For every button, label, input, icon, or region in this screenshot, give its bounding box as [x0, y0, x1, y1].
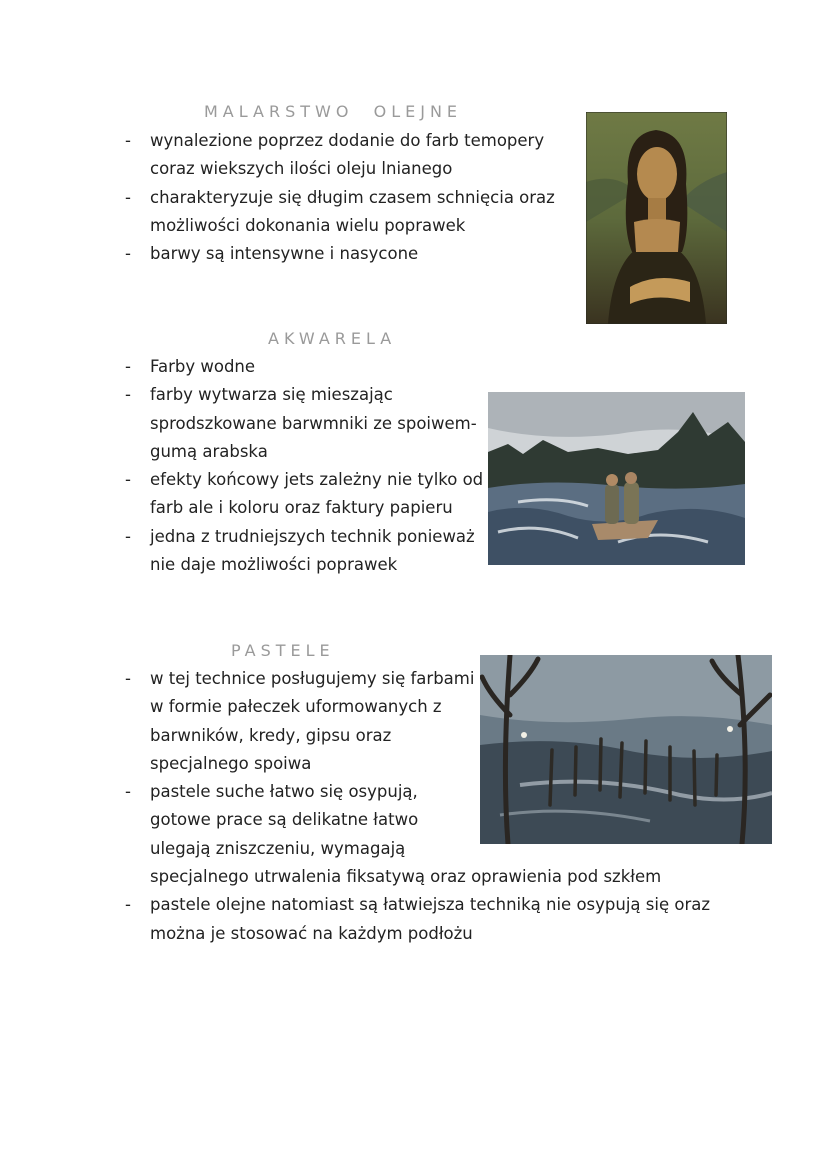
- list-item-line: gumą arabska: [150, 441, 268, 461]
- watercolor-image: [488, 392, 745, 565]
- heading-pastels: PASTELE: [231, 641, 335, 660]
- list-item: [123, 184, 555, 241]
- list-item: [123, 353, 483, 381]
- list-item-line: gotowe prace są delikatne łatwo: [150, 810, 419, 830]
- list-item-line: - wynalezione poprzez dodanie do farb temopery: [150, 131, 545, 150]
- list-item-line: - Farby wodne: [150, 357, 256, 376]
- list-item: [123, 127, 555, 184]
- list-item-line: nie daje możliwości poprawek: [150, 555, 398, 575]
- list-item-line: można je stosować na każdym podłożu: [150, 923, 473, 943]
- list-item-line: - barwy są intensywne i nasycone: [150, 244, 419, 264]
- heading-watercolor: AKWARELA: [268, 329, 397, 348]
- list-item-line: - efekty końcowy jets zależny nie tylko od: [150, 470, 484, 490]
- list-item: [123, 240, 555, 268]
- list-item: [123, 891, 710, 948]
- list-item-line: barwników, kredy, gipsu oraz: [150, 725, 392, 745]
- list-item-line: - jedna z trudniejszych technik ponieważ: [150, 526, 475, 546]
- oil-portrait-image: [586, 112, 727, 324]
- list-item-line: - charakteryzuje się długim czasem schnięcia oraz: [150, 187, 555, 207]
- list-item-line: sprodszkowane barwmniki ze spoiwem-: [150, 413, 477, 433]
- list-item-line: ulegają zniszczeniu, wymagają: [150, 838, 406, 858]
- list-item-line: możliwości dokonania wielu poprawek: [150, 215, 466, 235]
- list-item-line: specjalnego spoiwa: [150, 753, 312, 773]
- list-item: [123, 466, 483, 523]
- list-item: [123, 523, 483, 580]
- list-item-line: - pastele olejne natomiast są łatwiejsza techniką nie osypują się oraz: [150, 895, 711, 915]
- list-item-line: w formie pałeczek uformowanych z: [150, 697, 442, 717]
- oil-painting-list: [123, 127, 555, 268]
- heading-oil-painting: MALARSTWO OLEJNE: [204, 102, 463, 121]
- list-item-line: - w tej technice posługujemy się farbami: [150, 669, 475, 688]
- list-item: [123, 381, 483, 466]
- list-item-line: farb ale i koloru oraz faktury papieru: [150, 498, 453, 518]
- list-item-line: coraz wiekszych ilości oleju lnianego: [150, 159, 453, 179]
- list-item-line: - farby wytwarza się mieszając: [150, 385, 393, 405]
- list-item-line: specjalnego utrwalenia fiksatywą oraz oprawienia pod szkłem: [150, 867, 662, 887]
- watercolor-list: [123, 353, 483, 579]
- pastel-image: [480, 655, 772, 844]
- list-item-line: - pastele suche łatwo się osypują,: [150, 782, 418, 802]
